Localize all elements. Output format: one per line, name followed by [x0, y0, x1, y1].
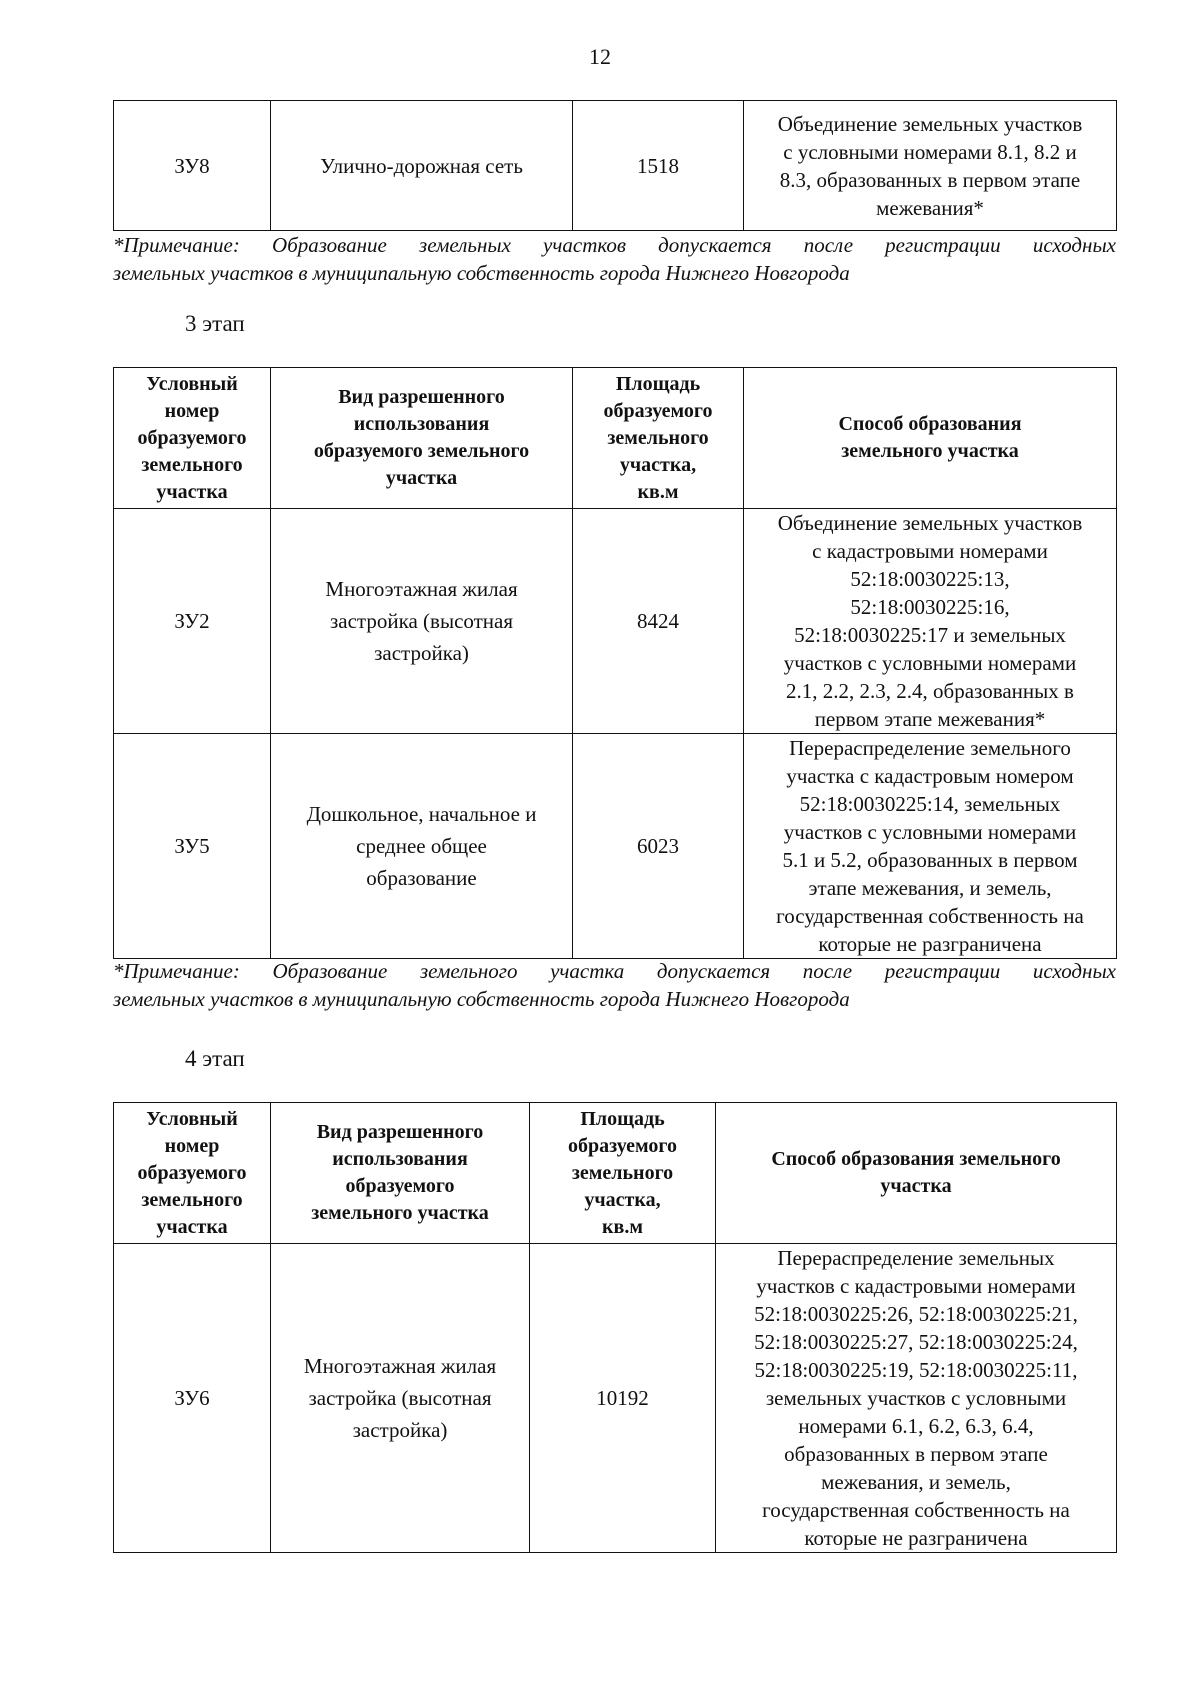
text-line: 52:18:0030225:17 и земельных [794, 623, 1066, 647]
text-line: 52:18:0030225:14, земельных [799, 792, 1061, 816]
text-line: среднее общее [356, 834, 487, 858]
header-formation-method [716, 1103, 1117, 1244]
text-line: этапе межевания, и земель, [808, 876, 1052, 900]
table-stage3 [113, 367, 1117, 959]
text-line: Способ образования [838, 413, 1022, 435]
area-cell: 1518 [573, 101, 744, 231]
text-line: которые не разграничена [804, 1526, 1028, 1550]
header-parcel-id [114, 1103, 271, 1244]
text-line: кв.м [602, 1215, 643, 1238]
text-line: Многоэтажная жилая [303, 1354, 497, 1378]
parcel-id-cell: ЗУ5 [114, 734, 271, 959]
permitted-use-cell [271, 734, 573, 959]
text-line: 5.1 и 5.2, образованных в первом [782, 848, 1078, 872]
text-line: 52:18:0030225:19, 52:18:0030225:11, [754, 1358, 1078, 1382]
table-stage2-continuation [113, 100, 1117, 231]
text-line: с кадастровыми номерами [812, 539, 1048, 563]
footnote-1 [113, 231, 1116, 287]
permitted-use-cell [271, 509, 573, 734]
text-line: участка, [619, 453, 697, 476]
permitted-use-cell: Улично-дорожная сеть [271, 101, 573, 231]
header-area [573, 368, 744, 509]
table-row [114, 734, 1117, 959]
text-line: Объединение земельных участков [777, 511, 1083, 535]
text-line: номер [164, 399, 220, 422]
text-line: образуемого [137, 426, 247, 449]
text-line: земельных участков с условными [765, 1386, 1067, 1410]
text-line: которые не разграничена [818, 932, 1042, 956]
text-line: использования [332, 1148, 468, 1170]
table-header-row [114, 1103, 1117, 1244]
text-line: участка [156, 480, 228, 503]
header-permitted-use [271, 368, 573, 509]
text-line: Способ образования земельного [771, 1148, 1061, 1170]
text-line: земельного [607, 426, 709, 449]
text-line: номер [164, 1134, 220, 1157]
text-line: застройка (высотная [308, 1386, 492, 1410]
text-line: государственная собственность на [776, 904, 1084, 928]
text-line: образованных в первом этапе [784, 1442, 1048, 1466]
text-line: Условный [146, 372, 238, 395]
text-line: 2.1, 2.2, 2.3, 2.4, образованных в [786, 679, 1074, 703]
formation-method-cell [744, 509, 1117, 734]
text-line: застройка) [374, 641, 469, 665]
formation-method-cell [716, 1244, 1117, 1553]
text-line: участка, [584, 1188, 661, 1211]
text-line: с условными номерами 8.1, 8.2 и [783, 139, 1077, 164]
footnote-2 [113, 957, 1116, 1013]
text-line: образование [366, 866, 477, 890]
text-line: участков с кадастровыми номерами [756, 1274, 1076, 1298]
parcel-id-cell: ЗУ6 [114, 1244, 271, 1553]
text-line: участка [880, 1175, 952, 1197]
text-line: земельного [141, 453, 243, 476]
table-row [114, 1244, 1117, 1553]
text-line: межевания, и земель, [821, 1470, 1011, 1494]
text-line: земельного участка [841, 440, 1019, 462]
text-line: межевания* [876, 195, 984, 220]
table-header-row [114, 368, 1117, 509]
text-line: Вид разрешенного [316, 1121, 484, 1143]
text-line: земельного участка [311, 1202, 489, 1224]
text-line: образуемого [137, 1161, 247, 1184]
text-line: Площадь [580, 1107, 665, 1130]
page-number: 12 [589, 44, 611, 69]
text-line: участков с условными номерами [783, 820, 1077, 844]
table-row [114, 509, 1117, 734]
text-line: 52:18:0030225:27, 52:18:0030225:24, [754, 1330, 1078, 1354]
footnote-line: земельных участков в муниципальную собственность города Нижнего Новгорода [113, 987, 850, 1011]
text-line: участка [385, 467, 458, 489]
formation-method-cell [744, 101, 1117, 231]
text-line: образуемого [345, 1175, 455, 1197]
footnote-line: *Примечание: Образование земельных участков допускается после регистрации исходных [113, 233, 1116, 257]
header-formation-method [744, 368, 1117, 509]
area-cell: 8424 [573, 509, 744, 734]
text-line: 8.3, образованных в первом этапе [779, 167, 1081, 192]
text-line: участка с кадастровым номером [786, 764, 1074, 788]
footnote-line: *Примечание: Образование земельного участка допускается после регистрации исходных [113, 959, 1116, 983]
table-row [114, 101, 1117, 231]
text-line: образуемого земельного [313, 440, 530, 462]
text-line: Многоэтажная жилая [325, 577, 518, 601]
text-line: Объединение земельных участков [777, 111, 1083, 136]
text-line: Дошкольное, начальное и [306, 802, 537, 826]
text-line: Условный [146, 1107, 238, 1130]
text-line: образуемого [568, 1134, 677, 1157]
header-parcel-id [114, 368, 271, 509]
parcel-id-cell: ЗУ8 [114, 101, 271, 231]
text-line: застройка (высотная [329, 609, 514, 633]
parcel-id-cell: ЗУ2 [114, 509, 271, 734]
text-line: участка [156, 1215, 228, 1238]
permitted-use-cell [271, 1244, 530, 1553]
area-cell: 6023 [573, 734, 744, 959]
table-stage4 [113, 1102, 1117, 1553]
formation-method-cell [744, 734, 1117, 959]
text-line: Вид разрешенного [338, 386, 505, 408]
area-cell: 10192 [530, 1244, 716, 1553]
text-line: участков с условными номерами [783, 651, 1077, 675]
text-line: 52:18:0030225:26, 52:18:0030225:21, [754, 1302, 1078, 1326]
text-line: первом этапе межевания* [814, 707, 1046, 731]
text-line: земельного [571, 1161, 674, 1184]
footnote-line: земельных участков в муниципальную собственность города Нижнего Новгорода [113, 261, 850, 285]
stage-3-heading: 3 этап [185, 311, 245, 336]
text-line: государственная собственность на [762, 1498, 1070, 1522]
stage-4-heading: 4 этап [185, 1046, 245, 1071]
text-line: 52:18:0030225:16, [850, 595, 1010, 619]
text-line: Перераспределение земельных [777, 1246, 1055, 1270]
text-line: номерами 6.1, 6.2, 6.3, 6.4, [798, 1414, 1034, 1438]
text-line: Перераспределение земельного [789, 736, 1071, 760]
header-permitted-use [271, 1103, 530, 1244]
text-line: использования [353, 413, 490, 435]
text-line: земельного [141, 1188, 243, 1211]
text-line: образуемого [603, 399, 713, 422]
text-line: кв.м [637, 480, 679, 503]
text-line: Площадь [615, 372, 701, 395]
text-line: 52:18:0030225:13, [850, 567, 1010, 591]
header-area [530, 1103, 716, 1244]
text-line: застройка) [352, 1418, 448, 1442]
